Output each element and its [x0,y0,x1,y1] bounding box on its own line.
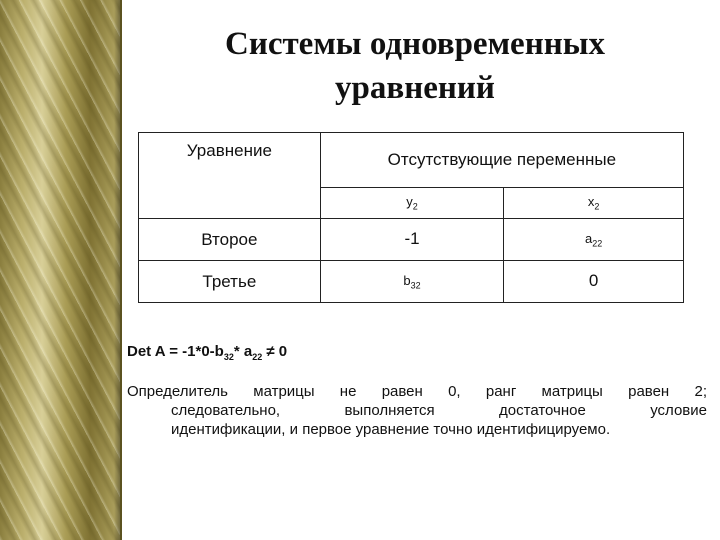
conclusion-paragraph [127,382,707,439]
table-cell: 0 [504,261,684,303]
table-cell: $a_{22}$ [504,219,684,261]
table-row [139,261,684,303]
title-line-2: уравнений [335,70,495,106]
title-line-1: Системы одновременных [224,26,605,62]
paragraph-line: следовательно, выполняется достаточное условие [171,402,707,419]
header-equation: Уравнение [139,133,321,219]
determinant-formula: Det $A = -1*0-b_{32}*$ $a_{22} \ne 0$ [127,343,288,362]
row-label: Второе [139,219,321,261]
paragraph-line: Определитель матрицы не равен 0, ранг матрицы равен 2; [127,383,707,400]
header-var-x2: $x_2$ [504,188,684,219]
slide-title [150,22,680,110]
row-label: Третье [139,261,321,303]
table-row [139,219,684,261]
table-cell: $b_{32}$ [320,261,504,303]
header-var-y2: $y_2$ [320,188,504,219]
table-header-row [139,133,684,188]
decorative-sidebar [0,0,122,540]
table-cell: -1 [320,219,504,261]
header-missing-variables: Отсутствующие переменные [320,133,683,188]
equations-table [138,132,684,303]
paragraph-line: идентификации, и первое уравнение точно идентифицируемо. [171,421,611,438]
